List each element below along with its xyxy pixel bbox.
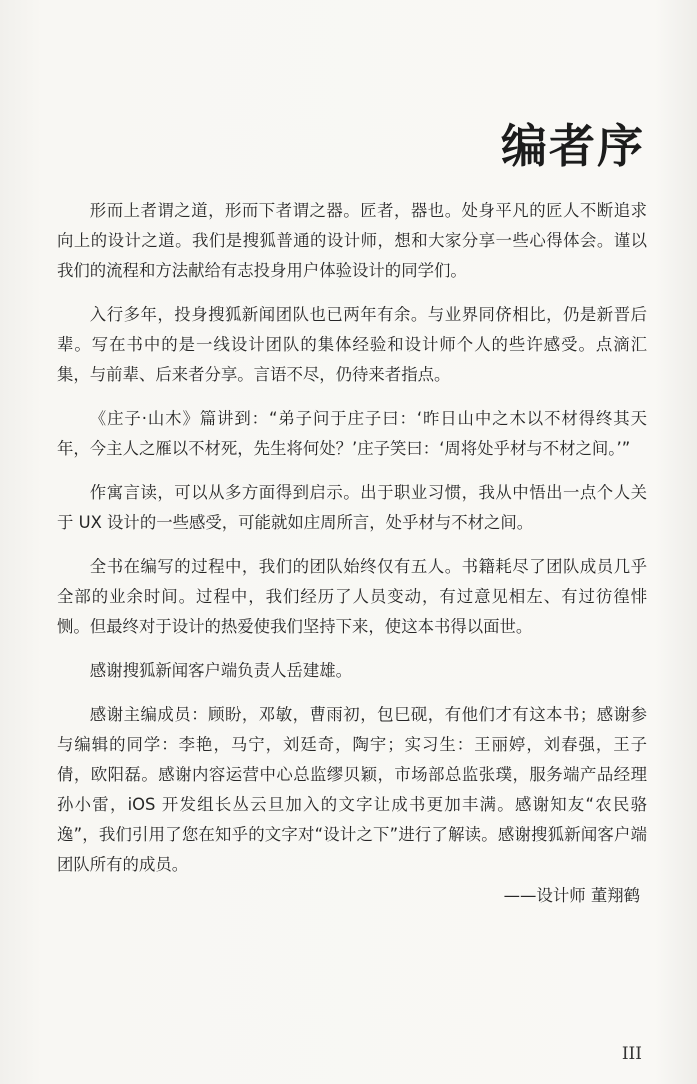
- paragraph-4: 作寓言读，可以从多方面得到启示。出于职业习惯，我从中悟出一点个人关于 UX 设计的一些感受，可能就如庄周所言，处乎材与不材之间。: [57, 483, 647, 532]
- page-number: III: [621, 1044, 642, 1064]
- preface-body: [57, 196, 647, 894]
- paragraph-7: 感谢主编成员：顾盼，邓敏，曹雨初，包巳砚，有他们才有这本书；感谢参与编辑的同学：李艳，马宁，刘廷奇，陶宇；实习生：王丽婷，刘春强，王子倩，欧阳磊。感谢内容运营中心总监缪贝颖，市场部总监张璞，服务端产品经理孙小雷，iOS 开发组长丛云旦加入的文字让成书更加丰满。感谢知友“农民骆逸”，我们引用了您在知乎的文字对“设计之下”进行了解读。感谢搜狐新闻客户端团队所有的成员。: [57, 705, 647, 874]
- signature: ——设计师 董翔鹤: [503, 886, 640, 905]
- paragraph-3: 《庄子·山木》篇讲到：“弟子问于庄子曰：‘昨日山中之木以不材得终其天年，今主人之雁以不材死，先生将何处？’庄子笑曰：‘周将处乎材与不材之间。’”: [57, 409, 647, 458]
- paragraph-5: 全书在编写的过程中，我们的团队始终仅有五人。书籍耗尽了团队成员几乎全部的业余时间。过程中，我们经历了人员变动，有过意见相左、有过彷徨悱恻。但最终对于设计的热爱使我们坚持下来，使这本书得以面世。: [57, 557, 647, 636]
- paragraph-2: 入行多年，投身搜狐新闻团队也已两年有余。与业界同侪相比，仍是新晋后辈。写在书中的是一线设计团队的集体经验和设计师个人的些许感受。点滴汇集，与前辈、后来者分享。言语不尽，仍待来者指点。: [57, 305, 647, 384]
- paragraph-6: 感谢搜狐新闻客户端负责人岳建雄。: [89, 661, 353, 680]
- page-title: 编者序: [501, 119, 645, 173]
- paragraph-1: 形而上者谓之道，形而下者谓之器。匠者，器也。处身平凡的匠人不断追求向上的设计之道。我们是搜狐普通的设计师，想和大家分享一些心得体会。谨以我们的流程和方法献给有志投身用户体验设计的同学们。: [57, 201, 647, 280]
